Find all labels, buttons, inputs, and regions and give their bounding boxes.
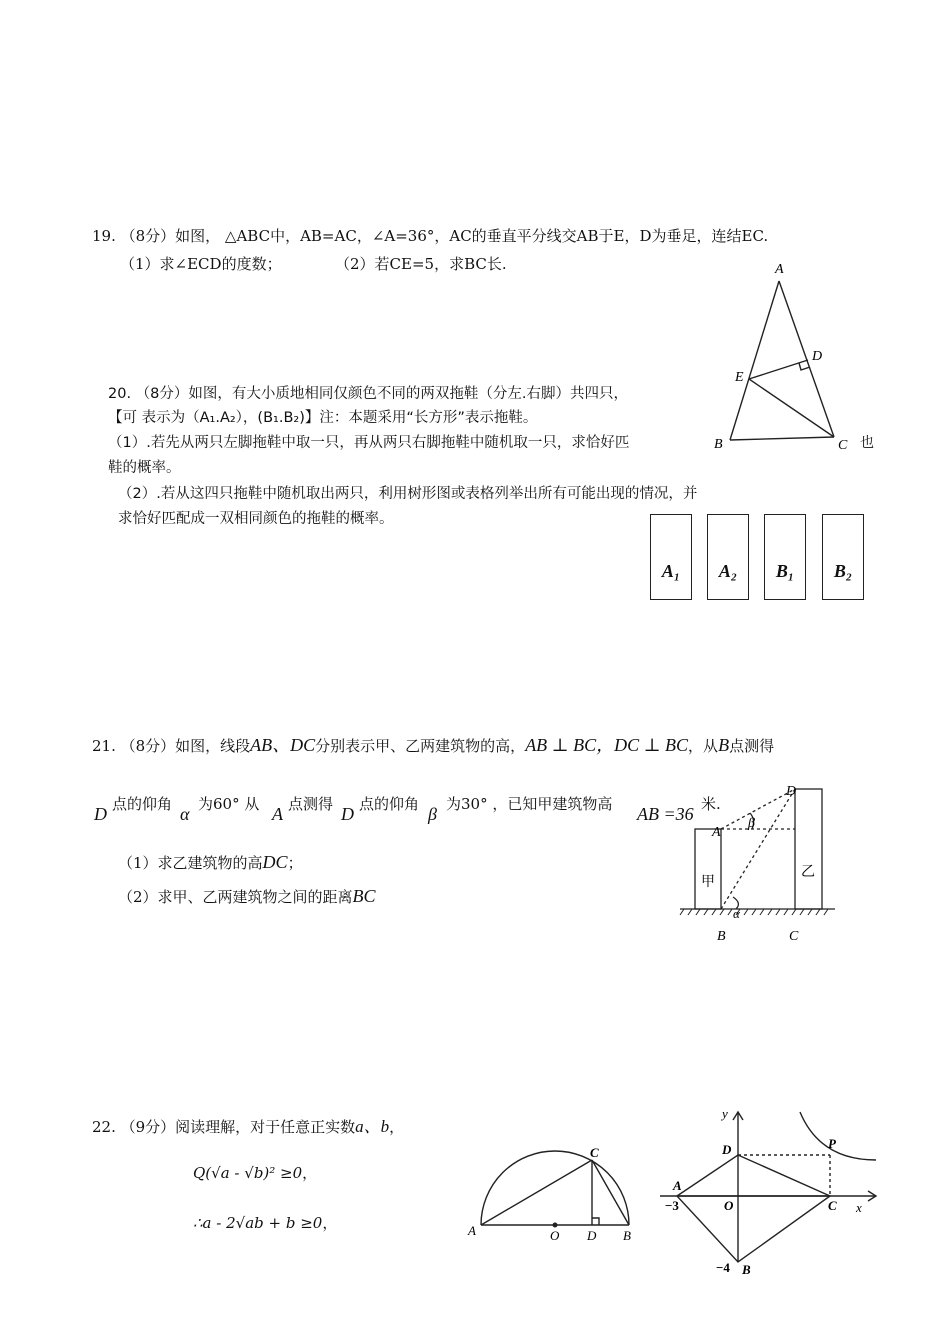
q21-text: （2）求甲、乙两建筑物之间的距离 — [118, 888, 353, 906]
q21-label-alpha: α — [733, 906, 740, 921]
q21-math-d2: D — [341, 804, 354, 824]
q21-label-d: D — [786, 784, 797, 799]
fig1-label-c: C — [590, 1145, 599, 1160]
fig2-label-o: O — [724, 1198, 734, 1213]
q19-part2: （2）若CE=5，求BC长. — [335, 255, 507, 273]
slipper-card-label: A₂ — [718, 561, 738, 581]
q21-math-beta: β — [428, 804, 437, 824]
curve-arc — [800, 1112, 876, 1160]
q21-text: 为30° ，已知甲建筑物高 — [446, 795, 613, 813]
q19-label-b: B — [714, 437, 723, 452]
q20-line3: （1）.若先从两只左脚拖鞋中取一只，再从两只右脚拖鞋中随机取一只，求恰好匹 — [108, 435, 630, 451]
q21-text: 点的仰角 — [112, 795, 173, 813]
q21-label-beta: β — [748, 816, 755, 831]
fig2-label-minus3: −3 — [665, 1198, 679, 1213]
q21-math-ab36: AB =36 — [637, 804, 694, 824]
q21-label-yi: 乙 — [801, 865, 815, 880]
q21-math: BC — [352, 886, 376, 906]
slipper-card-label: B₁ — [775, 561, 795, 581]
q21-math-alpha: α — [180, 804, 190, 824]
q22-math: ∴a - 2√ab + b ≥0 — [193, 1214, 323, 1232]
q20-line2: 【可 表示为（A₁.A₂），(B₁.B₂)】注：本题采用“长方形”表示拖鞋。 — [108, 410, 538, 426]
q19-edge-fragment: 也 — [860, 435, 874, 451]
fig1-label-o: O — [550, 1228, 560, 1243]
fig2-label-x: x — [856, 1200, 862, 1215]
q21-label-c: C — [789, 929, 799, 944]
q21-text: 为60° 从 — [198, 795, 260, 813]
q20-line4: 鞋的概率。 — [108, 460, 181, 476]
q21-text: ，从 — [688, 737, 719, 755]
q21-text: 分别表示甲、乙两建筑物的高， — [315, 737, 526, 755]
fig1-label-d: D — [587, 1228, 597, 1243]
q21-text: 点测得 — [729, 737, 775, 755]
q19-label-c: C — [838, 438, 848, 453]
fig1-label-a: A — [468, 1223, 476, 1238]
q20-line6: 求恰好匹配成一双相同颜色的拖鞋的概率。 — [118, 511, 394, 527]
q21-text: 21. （8分）如图，线段 — [92, 737, 251, 755]
q22-text: 22. （9分）阅读理解，对于任意正实数 — [92, 1118, 356, 1136]
q21-math: DC — [262, 852, 288, 872]
fig2-label-a: A — [673, 1178, 682, 1193]
q22-math: Q(√a - √b)² ≥0 — [193, 1164, 303, 1182]
q21-text: 点的仰角 — [359, 795, 420, 813]
q21-math: B — [718, 735, 730, 755]
fig2-label-y: y — [722, 1106, 728, 1121]
slipper-card-label: B₂ — [833, 561, 853, 581]
q21-math: AB ⊥ BC，DC ⊥ BC — [525, 735, 689, 755]
fig2-label-minus4: −4 — [716, 1260, 730, 1275]
q21-math: AB、DC — [250, 735, 316, 755]
q22-text: ， — [302, 1164, 318, 1182]
q19-line1: 19. （8分）如图， △ABC中，AB=AC，∠A=36°，AC的垂直平分线交AB于E，D为垂足，连结EC. — [92, 227, 769, 245]
fig2-label-d: D — [722, 1142, 732, 1157]
fig2-label-b: B — [742, 1262, 751, 1277]
quadrilateral-adcb — [677, 1155, 830, 1262]
fig2-label-p: P — [828, 1136, 836, 1151]
q21-text: 点测得 — [288, 795, 334, 813]
q22-text: ， — [389, 1118, 405, 1136]
q22-math: a、b — [355, 1117, 390, 1136]
q19-label-d: D — [812, 349, 823, 364]
fig2-label-c: C — [828, 1198, 837, 1213]
q19-label-e: E — [735, 370, 744, 385]
q21-text: 米. — [701, 795, 721, 813]
q21-label-b: B — [717, 929, 726, 944]
q21-text: ； — [287, 854, 303, 872]
q21-label-a: A — [712, 825, 721, 840]
q19-label-a: A — [775, 262, 784, 277]
q22-text: ， — [322, 1214, 338, 1232]
fig1-label-b: B — [623, 1228, 631, 1243]
q21-text: （1）求乙建筑物的高 — [118, 854, 263, 872]
q19-part1: （1）求∠ECD的度数； — [120, 255, 282, 273]
q21-math-a: A — [272, 804, 283, 824]
slipper-card-label: A₁ — [661, 561, 681, 581]
q20-line5: （2）.若从这四只拖鞋中随机取出两只，利用树形图或表格列举出所有可能出现的情况，并 — [118, 486, 698, 502]
q21-math-d: D — [94, 804, 107, 824]
q21-label-jia: 甲 — [701, 875, 715, 890]
q20-line1: 20. （8分）如图，有大小质地相同仅颜色不同的两双拖鞋（分左.右脚）共四只， — [108, 386, 629, 402]
